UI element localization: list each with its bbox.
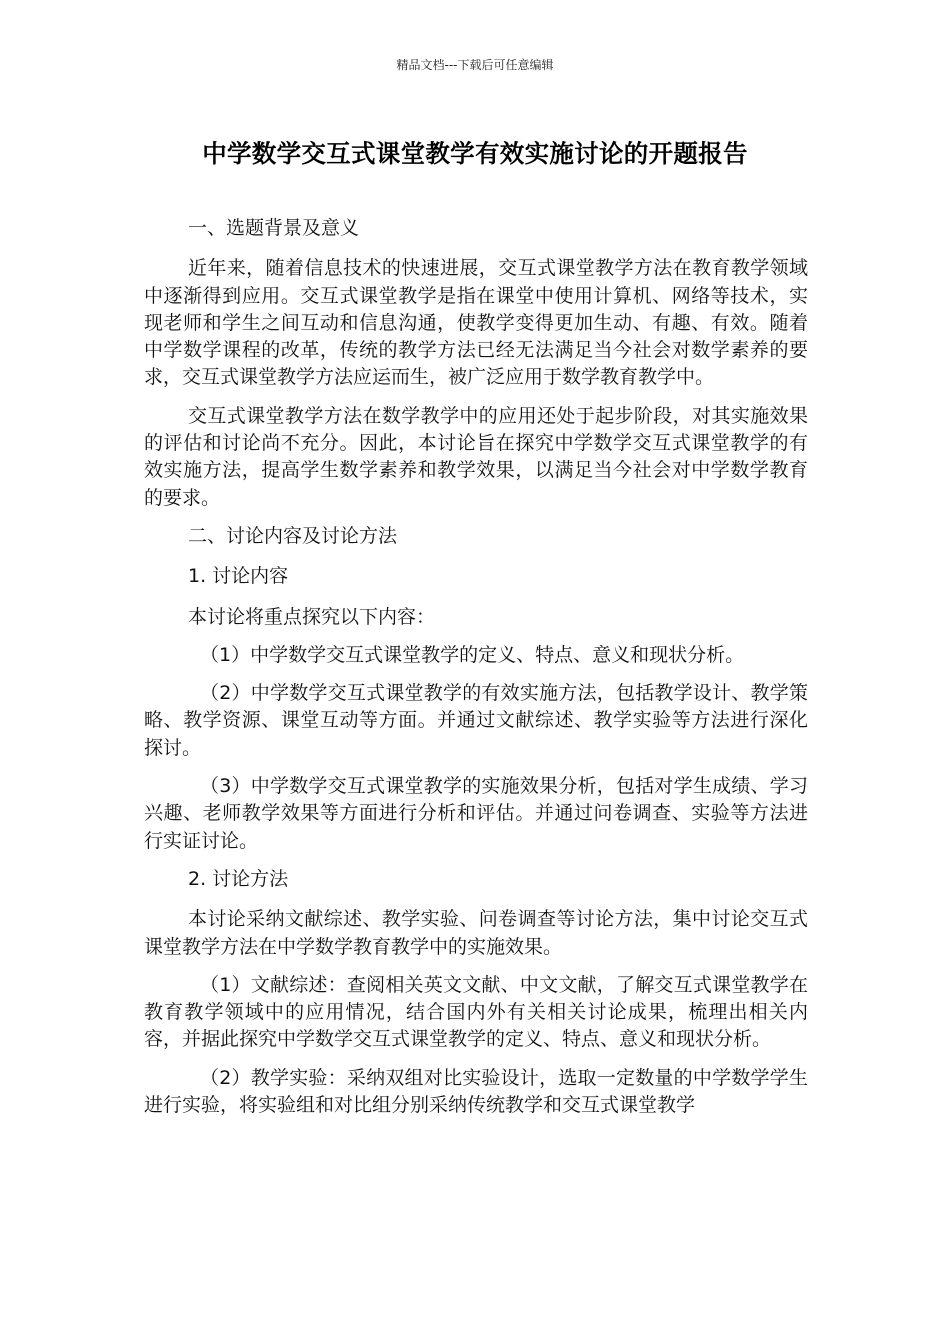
paragraph-background: 近年来，随着信息技术的快速进展，交互式课堂教学方法在教育教学领域中逐渐得到应用。交互式课堂教学是指在课堂中使用计算机、网络等技术，实现老师和学生之间互动和信息沟通，使教学变得更加生动、有趣、有效。随着中学数学课程的改革，传统的教学方法已经无法满足当今社会对数学素养的要求，交互式课堂教学方法应运而生，被广泛应用于数学教育教学中。 (144, 257, 808, 389)
document-title: 中学数学交互式课堂教学有效实施讨论的开题报告 (202, 139, 748, 168)
list-item-content-1: （1）中学数学交互式课堂教学的定义、特点、意义和现状分析。 (200, 643, 745, 666)
list-item-content-2: （2）中学数学交互式课堂教学的有效实施方法，包括教学设计、教学策略、教学资源、课堂互动等方面。并通过文献综述、教学实验等方法进行深化探讨。 (144, 682, 808, 759)
section-heading-content-methods: 二、讨论内容及讨论方法 (188, 524, 398, 547)
list-item-method-2: （2）教学实验：采纳双组对比实验设计，选取一定数量的中学数学学生进行实验，将实验组和对比组分别采纳传统教学和交互式课堂教学 (144, 1066, 808, 1117)
subheading-methods: 2. 讨论方法 (188, 867, 289, 890)
section-heading-background: 一、选题背景及意义 (188, 217, 360, 239)
list-item-content-3: （3）中学数学交互式课堂教学的实施效果分析，包括对学生成绩、学习兴趣、老师教学效果等方面进行分析和评估。并通过问卷调查、实验等方法进行实证讨论。 (144, 775, 808, 852)
paragraph-purpose: 交互式课堂教学方法在数学教学中的应用还处于起步阶段，对其实施效果的评估和讨论尚不充分。因此，本讨论旨在探究中学数学交互式课堂教学的有效实施方法，提高学生数学素养和教学效果，以满足当今社会对中学数学教育的要求。 (144, 404, 808, 509)
paragraph-methods-intro: 本讨论采纳文献综述、教学实验、问卷调查等讨论方法，集中讨论交互式课堂教学方法在中学数学教育教学中的实施效果。 (144, 908, 808, 958)
subheading-content: 1. 讨论内容 (188, 565, 289, 588)
list-item-method-1: （1）文献综述：查阅相关英文文献、中文文献，了解交互式课堂教学在教育教学领域中的应用情况，结合国内外有关相关讨论成果，梳理出相关内容，并据此探究中学数学交互式课堂教学的定义、特点、意义和现状分析。 (144, 973, 808, 1051)
document-body (144, 215, 808, 1130)
page-header: 精品文档---下载后可任意编辑 (396, 58, 554, 72)
paragraph-content-intro: 本讨论将重点探究以下内容： (188, 605, 436, 628)
